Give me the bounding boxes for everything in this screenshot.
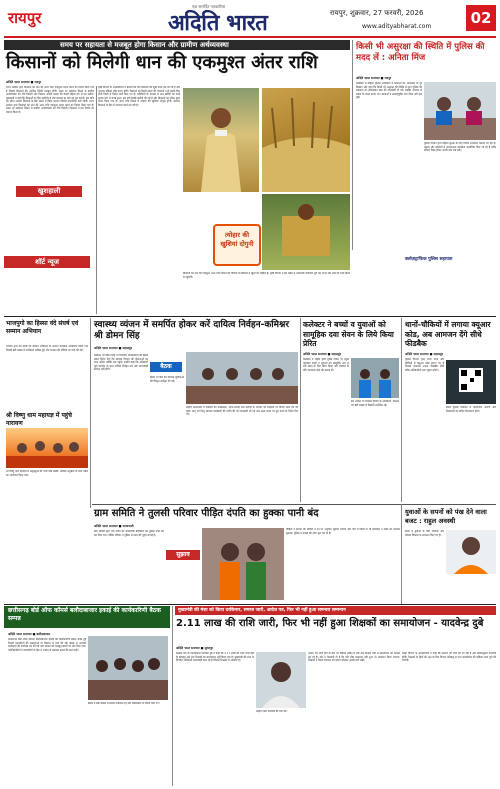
bottom-main-headline: 2.11 लाख की राशि जारी, फिर भी नहीं हुआ शिक्षकों का समायोजन - यादवेन्द्र दुबे — [176, 618, 484, 629]
lead-caption: किसानों को धान की एकमुश्त अंतर राशि मिलने की घोषणा से किसानों में खुशी का माहौल है। कृषि विभाग ने इस संबंध में आवश्यक तैयारियां पूर्ण कर ली हैं और जल्द ही राशि खातों में पहुंचेगी। — [183, 272, 350, 279]
city-label: रायपुर — [8, 9, 42, 27]
students-illustration — [351, 358, 399, 398]
story2-divider — [300, 318, 301, 502]
bottom-main-text-b: उन्होंने जल्द कार्रवाई की मांग की। — [256, 710, 288, 713]
crowd-illustration — [6, 428, 88, 468]
festival-badge-text: त्योहार की खुशियां दोगुनी — [220, 231, 254, 248]
bottom-left-photo — [88, 636, 168, 700]
bottom-main-text-d: शिक्षा विभाग के अधिकारियों ने कहा कि प्रकरण की जांच की जा रही है और नियमानुसार कार्रवाई होगी। शिक्षकों के हितों की रक्षा के लिए विभाग प्रतिबद्ध है तथा समायोजन की प्रक्रिया जल्द पूरी की जाएगी। — [402, 652, 496, 662]
story2-text-b: बैठक में जिले की स्वास्थ्य सुविधाओं की विस्तृत समीक्षा की गई। — [150, 376, 184, 383]
story2-photo — [186, 352, 298, 404]
short-news-item1-headline: भाजपुगो का हिस्सा वंदे संघर्ष एवं सम्मान अभियान — [6, 320, 79, 335]
group-illustration — [88, 636, 168, 700]
lead-text-col1: राज्य सरकार द्वारा किसानों को धान की अंतर राशि एकमुश्त प्रदान करने का निर्णय लिया गया है जिससे किसानों की आर्थिक स्थिति मजबूत होगी। समय पर सहायता मिलने से ग्रामीण अर्थव्यवस्था को गति मिलेगी और किसान अगली फसल की तैयारी बेहतर ढंग से कर सकेंगे। मुख्यमंत्री ने कहा कि किसानों का हित सर्वोपरि है और सरकार हर वादे को पूरा करेगी। इस राशि का सीधा अंतरण किसानों के बैंक खातों में किया जाएगा जिससे पारदर्शिता बनी रहेगी। राज्य सरकार द्वारा किसानों को धान की अंतर राशि एकमुश्त प्रदान करने का निर्णय लिया गया है। समय पर सहायता मिलने से ग्रामीण अर्थव्यवस्था को गति मिलेगी। किसानों ने इस निर्णय का स्वागत किया है। — [6, 86, 94, 114]
story3-text-b: इस अवसर पर स्वास्थ्य विभाग के अधिकारी, शिक्षक एवं बड़ी संख्या में विद्यार्थी उपस्थित रहे। — [351, 400, 399, 407]
bottom-main-text-a: शिक्षक संघ के पदाधिकारी यादवेन्द्र दुबे ने कहा कि 2.11 लाख की राशि जारी होने के बावजूद अब तक शिक्षकों का समायोजन नहीं किया गया है। मुख्यमंत्री की मंशा के विपरीत अधिकारी लापरवाही बरत रहे हैं जिससे शिक्षकों में आक्रोश है। — [176, 652, 254, 662]
yagya-photo — [6, 428, 88, 468]
story5-headline: ग्राम समिति ने तुलसी परिवार पीड़ित दंपति का हुक्का पानी बंद — [94, 508, 319, 519]
bottom-left-text2: बैठक में बड़ी संख्या में सदस्य उपस्थित रहे और सर्वसम्मति से निर्णय लिए गए। — [88, 702, 160, 705]
lead-subhead: खुशहाली — [16, 186, 82, 197]
short-news-header — [4, 256, 90, 268]
lead-photo-bottom — [262, 194, 350, 270]
story3-byline: अदिति भारत समाचार ■ महासमुंद — [303, 352, 342, 356]
story5-photo — [202, 528, 284, 600]
story4-byline: अदिति भारत समाचार ■ महासमुंद — [405, 352, 444, 356]
lead-kicker: समय पर सहायता से मजबूत होगा किसान और ग्रामीण अर्थव्यवस्था — [60, 41, 229, 49]
bottom-left-byline: अदिति भारत समाचार ■ बलौदाबाजार — [8, 632, 51, 636]
page-number-badge — [466, 5, 496, 31]
bottom-banner-text: मुख्यमंत्री की मंशा को किया दरकिनार, समाज जारी, आदेश पत्र, फिर भी नहीं हुआ समन्वय सम्मन्यन — [178, 608, 346, 613]
story6-headline: युवाओं के सपनों को पंख देने वाला बजट : राहुल अवस्थी — [405, 508, 487, 525]
divider-lead-bottom — [4, 316, 496, 317]
masthead — [0, 0, 500, 44]
divider-bottom — [4, 604, 496, 605]
story5-byline: अदिति भारत समाचार ■ सरायपाली — [94, 524, 134, 528]
right-top-headline: किसी भी असुरक्षा की स्थिति में पुलिस की मदद लें : अनिता मिंज — [356, 42, 485, 63]
bottom-divider — [172, 606, 173, 786]
divider-mid — [92, 504, 496, 505]
festival-badge — [213, 224, 261, 266]
issue-date: रायपुर, शुक्रवार, 27 फरवरी, 2026 — [330, 9, 424, 17]
yadvendra-dubey-photo — [256, 652, 306, 708]
page-number: 02 — [470, 9, 492, 27]
story3-divider — [401, 318, 402, 502]
farmer-photo — [183, 88, 259, 192]
story2-headline: स्वास्थ्य व्यंजन में समर्पित होकर करें दायित्व निर्वहन-कमिश्नर श्री डोमन सिंह — [94, 320, 290, 341]
story4-headline: थानों-चौकियों में लगाया क्यूआर कोड, अब आमजन देंगे सीधे फीडबैक — [405, 320, 491, 348]
meeting-illustration — [424, 82, 496, 140]
short-news-item1-text: भाजपा द्वारा वंदे संघर्ष एवं सम्मान अभियान के अंतर्गत कार्यक्रम आयोजित किया गया जिसमें बड़ी संख्या में कार्यकर्ता शामिल हुए और संगठन की नीतियों पर चर्चा की गई। — [6, 345, 88, 352]
story4-text-b: इससे पुलिस व्यवस्था में पारदर्शिता आएगी और शिकायतों का त्वरित निराकरण होगा। — [446, 406, 496, 413]
short-news-title: शॉर्ट न्यूज — [35, 258, 59, 266]
lead-divider — [96, 86, 97, 314]
lead-text-col2: कृषि विभाग के अधिकारियों ने बताया कि पात्र किसानों की सूची तैयार कर ली गई है और भुगतान प्रक्रिया शीघ्र प्रारंभ होगी। किसानों को किसी प्रकार की परेशानी न हो इसके लिए सभी जिलों में निर्देश जारी किए गए हैं। समितियों के माध्यम से धान खरीदी का कार्य सुचारु रूप से संपन्न हुआ। इस वर्ष रिकॉर्ड खरीदी की गई है और किसानों को उचित मूल्य प्रदान किया गया है। अंतर राशि मिलने से त्योहार की खुशियां दोगुनी होंगी। सरकार किसानों के हित में लगातार कार्य कर रही है। — [98, 86, 180, 107]
story3-headline: कलेक्टर ने बच्चों व युवाओं को सामूहिक दवा सेवन के लिये किया प्रेरित — [303, 320, 394, 348]
story6-divider — [401, 504, 402, 604]
story3-photo — [351, 358, 399, 398]
short-news-item2-text: श्री विष्णु धाम महायज्ञ में श्रद्धालुओं की भारी भीड़ उमड़ी। धार्मिक अनुष्ठान के साथ भंडारे का आयोजन किया गया। — [6, 470, 88, 477]
rahul-awasthi-photo — [446, 530, 496, 574]
brand-logo: अदिति भारत — [168, 10, 268, 36]
story5-text-a: ग्राम समिति द्वारा एक दंपति का सामाजिक बहिष्कार कर हुक्का पानी बंद कर दिया गया। पीड़ित परिवार ने पुलिस से न्याय की गुहार लगाई है। — [94, 530, 164, 537]
story4-text-a: पुलिस विभाग द्वारा सभी थानों और चौकियों में क्यूआर कोड लगाए गए हैं जिससे आमजन अपना फीडबैक सीधे वरिष्ठ अधिकारियों तक पहुंचा सकेंगे। — [405, 358, 444, 372]
couple-illustration — [202, 528, 284, 600]
right-column-divider — [352, 40, 353, 250]
qr-code-icon — [446, 360, 496, 404]
farmer-illustration — [183, 88, 259, 192]
story2-tag: बैठक — [150, 362, 182, 372]
story5-text-b: पीड़ितों ने बताया कि समिति ने उन पर अनुचित जुर्माना लगाया और गांव में किसी से भी मेलजोल न रखने का फरमान सुनाया। पुलिस ने मामले की जांच शुरू कर दी है। — [286, 528, 400, 535]
story5-tag: सुझाव — [166, 550, 200, 560]
portrait-illustration-2 — [256, 652, 306, 708]
right-top-byline: अदिति भारत समाचार ■ रायपुर — [356, 76, 392, 80]
right-top-text2: पुलिस विभाग द्वारा महिला सुरक्षा के लिए विशेष अभियान चलाया जा रहा है। स्कूलों और कॉलेजों में जागरूकता कार्यक्रम आयोजित किए जा रहे हैं ताकि छात्राएं निडर होकर अपनी बात रख सकें। — [424, 142, 496, 152]
right-top-text: कार्यक्रम में महिला पुलिस अधिकारी ने छात्राओं को आत्मरक्षा के गुर सिखाए और कहा कि किसी भी असुरक्षा की स्थिति में तुरंत पुलिस की सहायता लें। हेल्पलाइन नंबर की जानकारी दी गई। साइबर अपराध से बचाव के उपाय बताए गए। छात्राओं ने उत्साहपूर्वक भाग लिया और प्रश्न पूछे। — [356, 82, 422, 99]
website: www.adityabharat.com — [362, 23, 432, 30]
story3-text-a: कलेक्टर ने राष्ट्रीय कृमि मुक्ति दिवस पर स्कूल पहुंचकर बच्चों व युवाओं को सामूहिक रूप से दवा सेवन के लिए प्रेरित किया और स्वास्थ्य के प्रति जागरूक रहने की सलाह दी। — [303, 358, 349, 372]
lead-byline: अदिति भारत समाचार ■ रायपुर — [6, 80, 42, 84]
short-news-item2-headline: श्री विष्णु धाम महायज्ञ में पहुंचे नारायण — [6, 412, 72, 427]
story6-text: बजट में युवाओं के लिए रोजगार और कौशल विकास के प्रावधान किए गए हैं। — [405, 530, 444, 537]
grain-illustration — [262, 88, 350, 192]
story2-byline: अदिति भारत समाचार ■ महासमुंद — [94, 346, 133, 350]
story2-text-c: उन्होंने अस्पतालों में दवाइयों की उपलब्धता, साफ-सफाई और मरीजों के उपचार की व्यवस्था पर विशेष ध्यान देने को कहा। मातृ एवं शिशु स्वास्थ्य कार्यक्रमों की प्रगति की भी जानकारी ली गई तथा लक्ष्य समय पर पूरा करने के निर्देश दिए गए। — [186, 406, 298, 416]
bottom-main-byline: अदिति भारत समाचार ■ सूरजपुर — [176, 646, 213, 650]
wheat-photo — [262, 88, 350, 192]
bottom-left-text: छत्तीसगढ़ बोर्ड ऑफ कॉमर्स बलौदाबाजार इकाई की कार्यकारिणी बैठक संपन्न हुई जिसमें व्यापारियों की समस्याओं पर विस्तार से चर्चा की गई। बैठक में आगामी कार्यक्रमों की रूपरेखा तय की गई और संगठन को मजबूत बनाने पर जोर दिया गया। पदाधिकारियों ने व्यापारियों के हित में शासन से समन्वय बनाने की बात कही। — [8, 638, 86, 652]
story4-kicker: क्लोज़ट्राफिक पुलिस सहायता — [405, 257, 453, 262]
lead-headline: किसानों को मिलेगी धान की एकमुश्त अंतर राशि — [6, 52, 318, 73]
masthead-rule — [4, 36, 496, 38]
qr-photo — [446, 360, 496, 404]
field-illustration — [262, 194, 350, 270]
bottom-main-text-c: आदेश पत्र जारी होने के बाद भी प्रक्रिया लंबित है और कई शिक्षक वर्षों से समायोजन की प्रतीक्षा कर रहे हैं। संघ ने चेतावनी दी है कि यदि शीघ्र समाधान नहीं हुआ तो आंदोलन किया जाएगा। शिक्षकों ने जिला प्रशासन को ज्ञापन सौंपकर अपनी मांगें रखीं। — [308, 652, 400, 662]
portrait-illustration — [446, 530, 496, 574]
story2-text-a: कमिश्नर श्री डोमन सिंह ने विभागीय अधिकारियों की बैठक लेकर निर्देश दिए कि स्वास्थ्य विभाग की योजनाओं का लाभ अंतिम व्यक्ति तक पहुंचे। उन्होंने कहा कि अधिकारी पूर्ण समर्पण के साथ दायित्व निर्वहन करें और लापरवाही बर्दाश्त नहीं होगी। — [94, 354, 148, 371]
sidebar-divider — [90, 318, 91, 508]
anita-minj-photo — [424, 82, 496, 140]
meeting-room-illustration — [186, 352, 298, 404]
brand-tagline: एक समर्पित पत्रकारिता — [192, 4, 226, 9]
bottom-left-headline: छत्तीसगढ़ बोर्ड ऑफ कॉमर्स बलौदाबाजार इकाई की कार्यकारिणी बैठक सम्पन्न — [8, 607, 161, 622]
